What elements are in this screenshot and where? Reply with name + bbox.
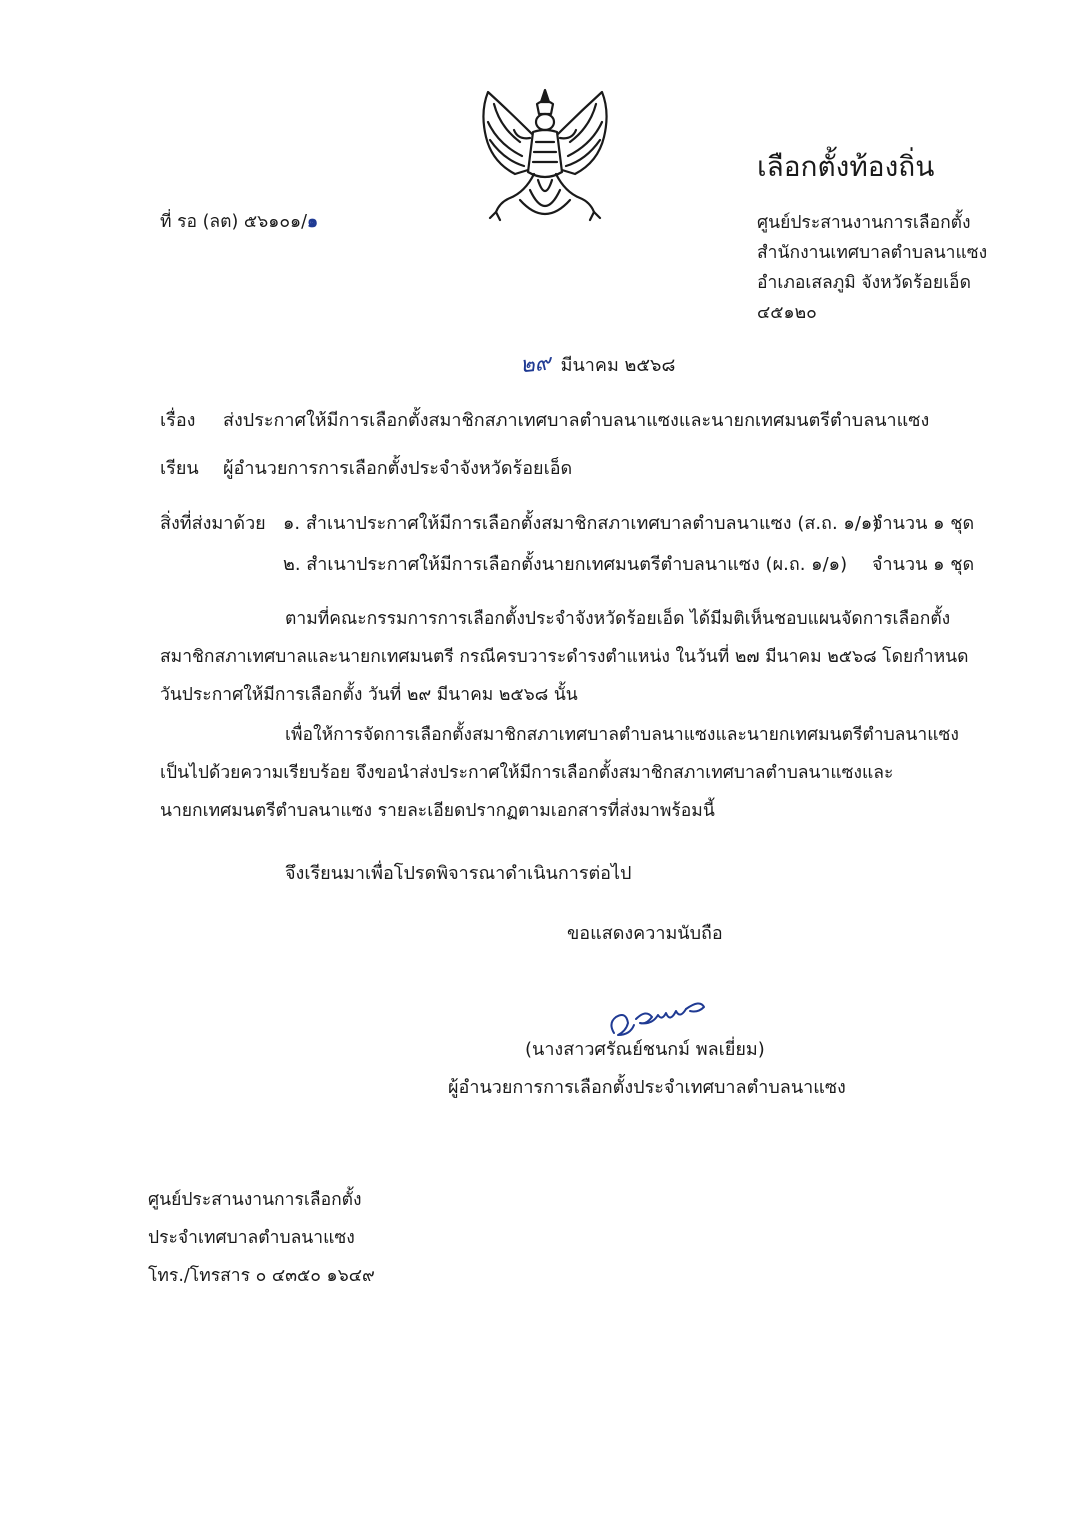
- sender-address: [757, 208, 987, 328]
- address-line: ศูนย์ประสานงานการเลือกตั้ง: [757, 213, 971, 233]
- enclosure-item-1-qty: จำนวน ๑ ชุด: [872, 513, 975, 534]
- garuda-emblem-icon: [470, 82, 620, 230]
- subject-label: เรื่อง: [160, 410, 196, 431]
- enclosures-label: สิ่งที่ส่งมาด้วย: [160, 513, 266, 534]
- paragraph-line: เป็นไปด้วยความเรียบร้อย จึงขอนำส่งประกาศให้มีการเลือกตั้งสมาชิกสภาเทศบาลตำบลนาแซงและ: [160, 763, 894, 783]
- recipient-label: เรียน: [160, 458, 199, 479]
- enclosure-item-1: ๑. สำเนาประกาศให้มีการเลือกตั้งสมาชิกสภาเทศบาลตำบลนาแซง (ส.ถ. ๑/๑): [283, 513, 880, 534]
- paragraph-line: วันประกาศให้มีการเลือกตั้ง วันที่ ๒๙ มีนาคม ๒๕๖๘ นั้น: [160, 685, 578, 705]
- paragraph-line: นายกเทศมนตรีตำบลนาแซง รายละเอียดปรากฏตามเอกสารที่ส่งมาพร้อมนี้: [160, 801, 715, 821]
- signer-name: (นางสาวศรัณย์ชนกม์ พลเยี่ยม): [525, 1039, 765, 1060]
- address-postcode: ๔๕๑๒๐: [757, 303, 817, 323]
- letter-date: [520, 346, 675, 381]
- signer-title: ผู้อำนวยการการเลือกตั้งประจำเทศบาลตำบลนาแซง: [448, 1077, 846, 1098]
- footer-contact: [148, 1181, 375, 1295]
- enclosure-item-2: ๒. สำเนาประกาศให้มีการเลือกตั้งนายกเทศมนตรีตำบลนาแซง (ผ.ถ. ๑/๑): [283, 554, 848, 575]
- closing-regards: ขอแสดงความนับถือ: [567, 923, 723, 944]
- footer-line: ศูนย์ประสานงานการเลือกตั้ง: [148, 1190, 362, 1210]
- body-paragraph-3: จึงเรียนมาเพื่อโปรดพิจารณาดำเนินการต่อไป: [285, 863, 632, 884]
- body-paragraph-1: [160, 600, 990, 714]
- footer-line: ประจำเทศบาลตำบลนาแซง: [148, 1228, 355, 1248]
- address-line: อำเภอเสลภูมิ จังหวัดร้อยเอ็ด: [757, 273, 971, 293]
- footer-phone: โทร./โทรสาร ๐ ๔๓๕๐ ๑๖๔๙: [148, 1266, 375, 1286]
- paragraph-line: เพื่อให้การจัดการเลือกตั้งสมาชิกสภาเทศบาลตำบลนาแซงและนายกเทศมนตรีตำบลนาแซง: [285, 725, 959, 745]
- date-day-handwritten: ๒๙: [518, 350, 552, 379]
- address-line: สำนักงานเทศบาลตำบลนาแซง: [757, 243, 988, 263]
- paragraph-line: สมาชิกสภาเทศบาลและนายกเทศมนตรี กรณีครบวาระดำรงตำแหน่ง ในวันที่ ๒๗ มีนาคม ๒๕๖๘ โดยกำหนด: [160, 647, 969, 667]
- body-paragraph-2: [160, 716, 990, 830]
- document-number-handwritten: ๑: [307, 212, 319, 232]
- paragraph-line: ตามที่คณะกรรมการการเลือกตั้งประจำจังหวัดร้อยเอ็ด ได้มีมติเห็นชอบแผนจัดการเลือกตั้ง: [285, 609, 951, 629]
- recipient-text: ผู้อำนวยการการเลือกตั้งประจำจังหวัดร้อยเอ็ด: [223, 458, 573, 479]
- letter-heading: เลือกตั้งท้องถิ่น: [757, 150, 935, 183]
- subject-text: ส่งประกาศให้มีการเลือกตั้งสมาชิกสภาเทศบาลตำบลนาแซงและนายกเทศมนตรีตำบลนาแซง: [223, 410, 930, 431]
- enclosure-item-2-qty: จำนวน ๑ ชุด: [872, 554, 975, 575]
- document-number-prefix: ที่ รอ (ลต) ๕๖๑๐๑/: [160, 212, 308, 232]
- document-number: [160, 207, 318, 235]
- date-month-year: มีนาคม ๒๕๖๘: [560, 355, 676, 376]
